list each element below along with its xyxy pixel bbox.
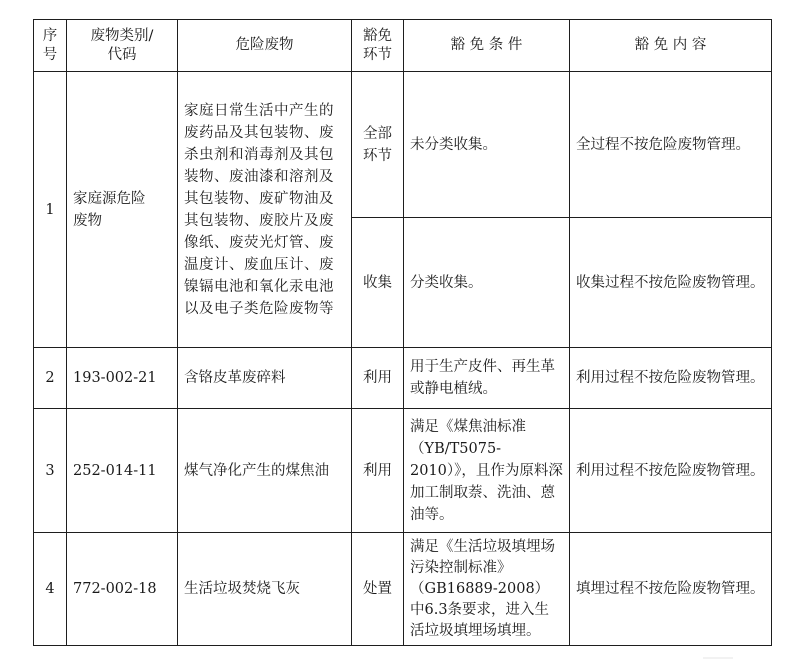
header-condition: 豁 免 条 件 bbox=[404, 20, 570, 72]
row-1b-condition: 分类收集。 bbox=[404, 218, 570, 348]
row-4-content: 填埋过程不按危险废物管理。 bbox=[570, 533, 772, 646]
row-4-condition: 满足《生活垃圾填埋场污染控制标准》（GB16889-2008）中6.3条要求，进入生活垃圾填埋场填埋。 bbox=[404, 533, 570, 646]
row-1a-condition: 未分类收集。 bbox=[404, 72, 570, 218]
header-category: 废物类别/ 代码 bbox=[67, 20, 178, 72]
table-row bbox=[34, 348, 772, 409]
row-2-category: 193-002-21 bbox=[67, 348, 178, 409]
row-1-category: 家庭源危险 废物 bbox=[67, 72, 178, 348]
row-1-no: 1 bbox=[34, 72, 67, 348]
table-row bbox=[34, 533, 772, 646]
header-stage: 豁免 环节 bbox=[352, 20, 404, 72]
scan-mark-decoration bbox=[703, 656, 733, 660]
row-3-category: 252-014-11 bbox=[67, 409, 178, 533]
row-2-condition: 用于生产皮件、再生革或静电植绒。 bbox=[404, 348, 570, 409]
table-row bbox=[34, 72, 772, 218]
row-2-content: 利用过程不按危险废物管理。 bbox=[570, 348, 772, 409]
row-3-stage: 利用 bbox=[352, 409, 404, 533]
row-3-condition: 满足《煤焦油标准（YB/T5075-2010）》，且作为原料深加工制取萘、洗油、蒽油等。 bbox=[404, 409, 570, 533]
row-1a-stage: 全部 环节 bbox=[352, 72, 404, 218]
row-1b-content: 收集过程不按危险废物管理。 bbox=[570, 218, 772, 348]
header-content: 豁 免 内 容 bbox=[570, 20, 772, 72]
header-row bbox=[34, 20, 772, 72]
row-3-content: 利用过程不按危险废物管理。 bbox=[570, 409, 772, 533]
row-2-stage: 利用 bbox=[352, 348, 404, 409]
row-1b-stage: 收集 bbox=[352, 218, 404, 348]
row-3-waste: 煤气净化产生的煤焦油 bbox=[178, 409, 352, 533]
row-1a-content: 全过程不按危险废物管理。 bbox=[570, 72, 772, 218]
row-4-stage: 处置 bbox=[352, 533, 404, 646]
row-2-no: 2 bbox=[34, 348, 67, 409]
row-3-no: 3 bbox=[34, 409, 67, 533]
exemption-table bbox=[33, 19, 772, 646]
row-4-no: 4 bbox=[34, 533, 67, 646]
row-1-waste: 家庭日常生活中产生的废药品及其包装物、废杀虫剂和消毒剂及其包装物、废油漆和溶剂及其包装物、废矿物油及其包装物、废胶片及废像纸、废荧光灯管、废温度计、废血压计、废镍镉电池和氧化汞电池以及电子类危险废物等 bbox=[178, 72, 352, 348]
row-2-waste: 含铬皮革废碎料 bbox=[178, 348, 352, 409]
header-no: 序 号 bbox=[34, 20, 67, 72]
header-waste: 危险废物 bbox=[178, 20, 352, 72]
row-4-category: 772-002-18 bbox=[67, 533, 178, 646]
row-4-waste: 生活垃圾焚烧飞灰 bbox=[178, 533, 352, 646]
table-row bbox=[34, 409, 772, 533]
